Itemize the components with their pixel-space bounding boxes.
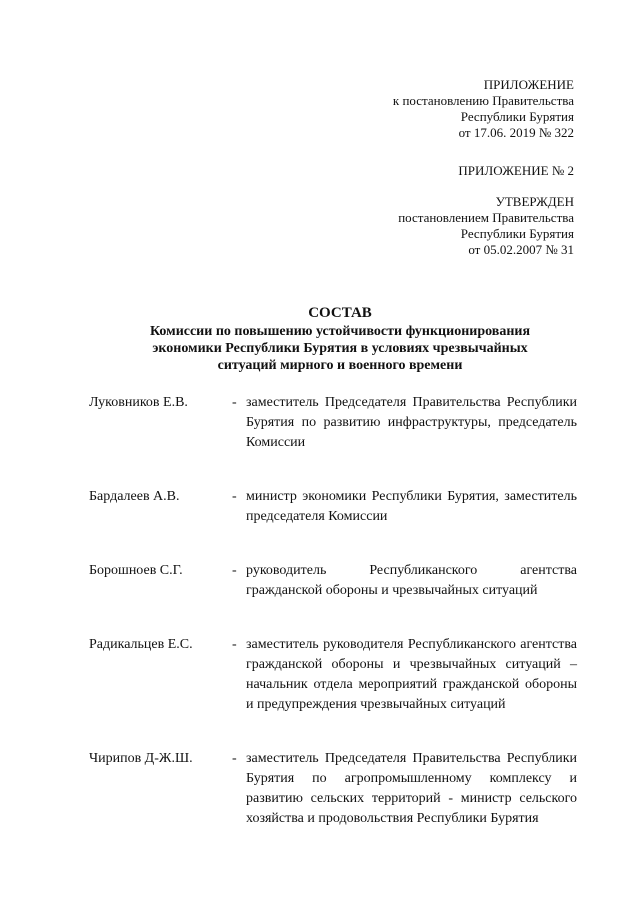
member-dash: - [232, 637, 237, 652]
approved-line-2: Республики Бурятия [460, 226, 574, 241]
member-role: руководитель Республиканского агентства гражданской обороны и чрезвычайных ситуаций [246, 563, 577, 598]
member-role: заместитель руководителя Республиканского агентства гражданской обороны и чрезвычайных ситуаций – начальник отдела мероприятий гражданской обороны и предупреждения чрезвычайных ситуаций [246, 637, 577, 712]
appendix-line-2: Республики Бурятия [460, 109, 574, 124]
appendix-line-1: к постановлению Правительства [392, 93, 574, 108]
member-dash: - [232, 489, 237, 504]
member-dash: - [232, 751, 237, 766]
appendix-header [393, 77, 574, 141]
member-name: Радикальцев Е.С. [89, 637, 193, 652]
approved-block [398, 194, 574, 258]
member-row [89, 749, 577, 829]
document-heading [60, 304, 620, 374]
member-row [89, 393, 577, 453]
member-name: Борошноев С.Г. [89, 563, 183, 578]
member-role: заместитель Председателя Правительства Республики Бурятия по развитию инфраструктуры, председатель Комиссии [246, 395, 577, 450]
appendix-2-title: ПРИЛОЖЕНИЕ № 2 [458, 163, 574, 178]
member-row [89, 487, 577, 527]
appendix-line-3: от 17.06. 2019 № 322 [458, 125, 574, 140]
member-role: министр экономики Республики Бурятия, заместитель председателя Комиссии [246, 489, 577, 524]
heading-line-3: ситуаций мирного и военного времени [217, 358, 463, 373]
member-dash: - [232, 395, 237, 410]
members-list [89, 393, 577, 829]
appendix-title: ПРИЛОЖЕНИЕ [483, 77, 574, 92]
member-name: Чирипов Д-Ж.Ш. [89, 751, 193, 766]
heading-line-1: Комиссии по повышению устойчивости функционирования [149, 324, 531, 339]
member-row [89, 561, 577, 601]
approved-title: УТВЕРЖДЕН [495, 194, 574, 209]
appendix-2-header [458, 163, 574, 179]
heading-line-2: экономики Республики Бурятия в условиях чрезвычайных [152, 341, 528, 356]
member-row [89, 635, 577, 715]
member-dash: - [232, 563, 237, 578]
member-name: Бардалеев А.В. [89, 489, 180, 504]
approved-line-1: постановлением Правительства [398, 210, 574, 225]
member-role: заместитель Председателя Правительства Республики Бурятия по агропромышленному комплексу и развитию сельских территорий - министр сельского хозяйства и продовольствия Республики Бурятия [246, 751, 577, 826]
approved-line-3: от 05.02.2007 № 31 [468, 242, 574, 257]
member-name: Луковников Е.В. [89, 395, 188, 410]
heading-title: СОСТАВ [308, 305, 372, 321]
